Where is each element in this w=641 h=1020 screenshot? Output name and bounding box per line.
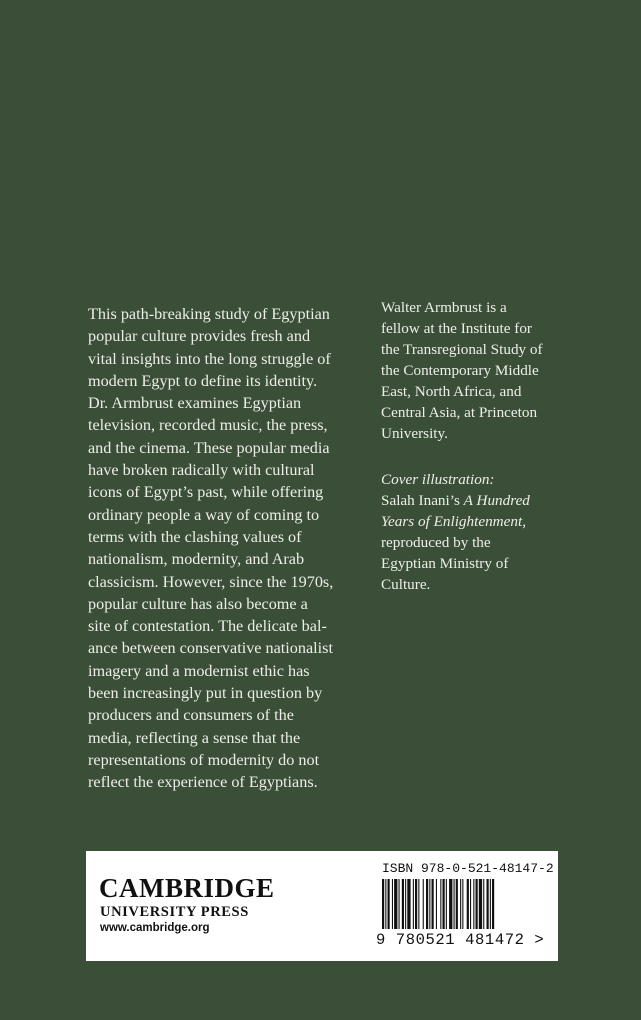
blurb-line: have broken radically with cultural — [88, 461, 315, 480]
blurb-line: imagery and a modernist ethic has — [88, 661, 310, 680]
bio-line: the Transregional Study of — [381, 341, 543, 358]
blurb-line: ordinary people a way of coming to — [88, 505, 320, 524]
publisher-subtitle: UNIVERSITY PRESS — [100, 904, 249, 920]
blurb-line: popular culture has also become a — [88, 594, 308, 613]
blurb-line: classicism. However, since the 1970s, — [88, 572, 334, 591]
bio-line: East, North Africa, and — [381, 383, 522, 400]
cover-credit-line: reproduced by the — [381, 534, 491, 551]
blurb-line: icons of Egypt’s past, while offering — [88, 483, 324, 502]
publisher-url: www.cambridge.org — [100, 922, 210, 934]
blurb-line: terms with the clashing values of — [88, 527, 302, 546]
cover-credit-artist-line: Salah Inani’s A Hundred — [381, 492, 530, 509]
barcode-icon — [382, 879, 546, 931]
cover-credit-line: Culture. — [381, 576, 431, 593]
blurb-line: producers and consumers of the — [88, 706, 294, 725]
cover-credit-line: Egyptian Ministry of — [381, 555, 509, 572]
blurb-line: representations of modernity do not — [88, 750, 320, 769]
bio-line: Walter Armbrust is a — [381, 299, 507, 316]
blurb-line: modern Egypt to define its identity. — [88, 371, 318, 390]
blurb-line: This path-breaking study of Egyptian — [88, 305, 330, 323]
cover-illustration-credit — [381, 469, 601, 595]
bio-line: Central Asia, at Princeton — [381, 404, 538, 421]
blurb-line: Dr. Armbrust examines Egyptian — [88, 394, 302, 413]
blurb-line: vital insights into the long struggle of — [88, 349, 331, 368]
blurb-line: nationalism, modernity, and Arab — [88, 550, 305, 569]
blurb-line: popular culture provides fresh and — [88, 327, 311, 346]
bio-line: fellow at the Institute for — [381, 320, 532, 337]
isbn-label: ISBN 978-0-521-48147-2 — [382, 861, 554, 876]
blurb-line: television, recorded music, the press, — [88, 416, 328, 435]
barcode-digits: 9 780521 481472 > — [376, 931, 545, 949]
back-cover-blurb — [88, 303, 378, 794]
publisher-logo: CAMBRIDGE — [99, 873, 275, 903]
blurb-line: been increasingly put in question by — [88, 684, 323, 703]
blurb-line: and the cinema. These popular media — [88, 438, 330, 457]
author-bio — [381, 297, 601, 444]
cover-credit-title-line: Years of Enlightenment, — [381, 513, 526, 530]
blurb-line: site of contestation. The delicate bal- — [88, 617, 327, 636]
bio-line: University. — [381, 425, 448, 442]
blurb-line: media, reflecting a sense that the — [88, 728, 301, 747]
blurb-line: reflect the experience of Egyptians. — [88, 773, 318, 792]
publisher-barcode-panel — [86, 851, 558, 961]
bio-line: the Contemporary Middle — [381, 362, 539, 379]
blurb-line: ance between conservative nationalist — [88, 639, 333, 658]
cover-credit-heading: Cover illustration: — [381, 471, 495, 488]
